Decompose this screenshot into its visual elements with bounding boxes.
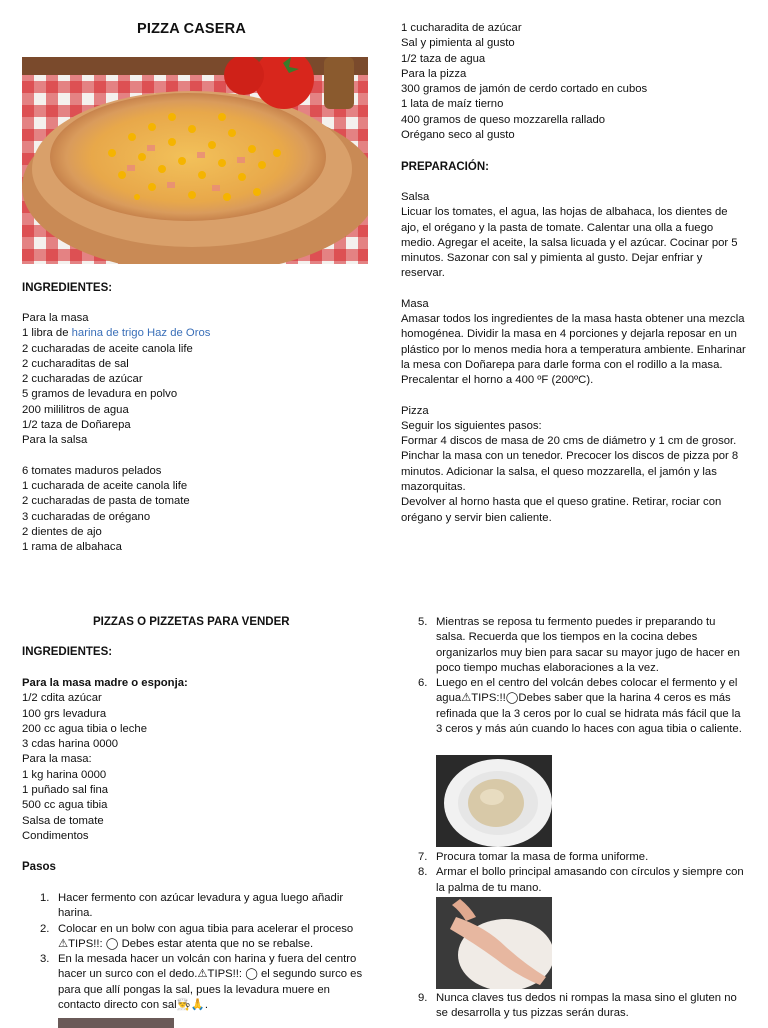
step-number: 1. bbox=[40, 892, 50, 904]
ingredient-item: 1 libra de harina de trigo Haz de Oros bbox=[22, 327, 211, 340]
ingredient-item: 1 lata de maíz tierno bbox=[401, 98, 504, 111]
step-text: Hacer fermento con azúcar levadura y agua luego añadir harina. bbox=[58, 892, 344, 920]
ingredient-item: 1/2 taza de Doñarepa bbox=[22, 419, 131, 432]
ingredient-item: 2 dientes de ajo bbox=[22, 525, 102, 538]
ingredients-heading: INGREDIENTES: bbox=[22, 282, 113, 294]
ingredient-item: Condimentos bbox=[22, 829, 89, 842]
pizza-label: Pizza bbox=[401, 404, 429, 417]
ingredient-item: Sal y pimienta al gusto bbox=[401, 37, 515, 50]
step-item bbox=[400, 615, 748, 676]
pizza-subheading: Para la pizza bbox=[401, 67, 467, 80]
salsa-label: Salsa bbox=[401, 191, 430, 203]
step-text: Luego en el centro del volcán debes colocar el fermento y el agua⚠TIPS:!!◯Debes saber que la harina 4 ceros es más refinada que la 3 ceros por lo cual se hidrata más fácil que la 3 ceros y más aún cuando lo haces con agua tibia o caliente. bbox=[436, 677, 742, 736]
ingredient-item: 500 cc agua tibia bbox=[22, 799, 108, 812]
harina-link[interactable]: harina de trigo Haz de Oros bbox=[71, 327, 211, 340]
step-text: Procura tomar la masa de forma uniforme. bbox=[436, 851, 649, 863]
step-item bbox=[400, 865, 748, 896]
step-number: 5. bbox=[418, 616, 428, 628]
step-text: En la mesada hacer un volcán con harina y fuera del centro hacer un surco con el dedo.⚠TIPS!!: ◯ el segundo surco es para que allí pongas la sal, pues la levadura muere en contacto directo con sal👨‍🍳🙏. bbox=[58, 953, 363, 1012]
pizza-instructions-intro: Seguir los siguientes pasos: bbox=[401, 419, 542, 432]
ingredient-item: 3 cucharadas de orégano bbox=[22, 510, 151, 523]
recipe2-title: PIZZAS O PIZZETAS PARA VENDER bbox=[93, 616, 290, 628]
step-photo-cropped bbox=[58, 1018, 174, 1028]
step-number: 2. bbox=[40, 922, 50, 935]
ingredient-item: 200 cc agua tibia o leche bbox=[22, 722, 147, 735]
pizza-instructions-final: Devolver al horno hasta que el queso gratine. Retirar, rociar con orégano y servir bien caliente. bbox=[401, 496, 722, 524]
ingredient-item: 400 gramos de queso mozzarella rallado bbox=[401, 113, 606, 126]
ingredient-item: 1 puñado sal fina bbox=[22, 784, 109, 797]
ingredient-item: 300 gramos de jamón de cerdo cortado en cubos bbox=[401, 83, 648, 96]
ingredient-item: Orégano seco al gusto bbox=[401, 129, 515, 142]
ingredient-item: 1 kg harina 0000 bbox=[22, 768, 107, 781]
recipe2-ingredients-list bbox=[22, 676, 382, 844]
pizza-instructions: Formar 4 discos de masa de 20 cms de diámetro y 1 cm de grosor. Pinchar la masa con un tenedor. Precocer los discos de pizza por 8 minutos. Adicionar la salsa, el queso mozzarella, el jamón y las mazorquitas. bbox=[401, 435, 739, 494]
step-item bbox=[400, 991, 748, 1022]
ingredient-item: 2 cucharadas de azúcar bbox=[22, 373, 143, 386]
salsa-instructions: Licuar los tomates, el agua, las hojas de albahaca, los dientes de ajo, el orégano y la pasta de tomate. Calentar una olla a fuego medio. Agregar el aceite, la salsa licuada y el azúcar. Cocinar por 5 minutos. Sazonar con sal y pimienta al gusto. Dejar enfriar y reservar. bbox=[401, 206, 738, 280]
ingredient-item: 2 cucharadas de pasta de tomate bbox=[22, 495, 190, 508]
step-number: 9. bbox=[418, 992, 428, 1004]
ingredient-item: 2 cucharadas de aceite canola life bbox=[22, 342, 193, 355]
pizza-photo bbox=[22, 57, 368, 264]
pasos-heading: Pasos bbox=[22, 861, 56, 873]
ingredient-item: 2 cucharaditas de sal bbox=[22, 357, 129, 370]
ingredient-item: 6 tomates maduros pelados bbox=[22, 464, 162, 477]
step-number: 3. bbox=[40, 953, 50, 966]
step-item bbox=[22, 952, 370, 1013]
salsa-subheading: Para la salsa bbox=[22, 434, 88, 447]
steps-list-right-b bbox=[400, 850, 748, 896]
steps-list-left bbox=[22, 891, 370, 1013]
ingredient-item: 200 mililitros de agua bbox=[22, 403, 129, 416]
masa-madre-heading: Para la masa madre o esponja: bbox=[22, 677, 188, 689]
step-number: 6. bbox=[418, 677, 428, 690]
kneading-photo bbox=[436, 897, 552, 989]
step-item bbox=[22, 922, 370, 953]
steps-list-right-a bbox=[400, 615, 748, 737]
ingredient-item: 5 gramos de levadura en polvo bbox=[22, 388, 178, 401]
ingredient-item: 1 cucharada de aceite canola life bbox=[22, 479, 188, 492]
ingredient-item: Salsa de tomate bbox=[22, 814, 104, 827]
ingredients-list bbox=[22, 311, 382, 555]
masa-subheading: Para la masa: bbox=[22, 753, 92, 766]
steps-list-right-c bbox=[400, 991, 748, 1022]
step-text: Armar el bollo principal amasando con círculos y siempre con la palma de tu mano. bbox=[436, 866, 744, 894]
masa-label: Masa bbox=[401, 297, 429, 310]
step-text: Mientras se reposa tu fermento puedes ir preparando tu salsa. Recuerda que los tiempos en la cocina debes organizarlos muy bien para sacar su mayor jugo de hacer en poco tiempo muchas elaboraciones a la vez. bbox=[436, 616, 740, 674]
preparation-text bbox=[401, 190, 746, 526]
preparation-heading: PREPARACIÓN: bbox=[401, 161, 489, 173]
dough-bowl-photo bbox=[436, 755, 552, 847]
ingredient-item: 100 grs levadura bbox=[22, 707, 107, 720]
ingredients-list-continued bbox=[401, 21, 746, 143]
step-number: 7. bbox=[418, 851, 428, 863]
ingredient-item: 1/2 taza de agua bbox=[401, 52, 486, 65]
ingredient-item: 3 cdas harina 0000 bbox=[22, 738, 119, 751]
masa-subheading: Para la masa bbox=[22, 312, 89, 324]
ingredient-item: 1 rama de albahaca bbox=[22, 541, 122, 554]
masa-instructions: Amasar todos los ingredientes de la masa hasta obtener una mezcla homogénea. Dividir la masa en 4 porciones y dejarla reposar en un plástico por lo menos media hora a temperatura ambiente. Enharinar la mesa con Doñarepa para darle forma con el rodillo a la masa. Precalentar el horno a 400 ºF (200ºC). bbox=[401, 313, 746, 387]
step-item bbox=[400, 850, 748, 865]
ingredient-item: 1 cucharadita de azúcar bbox=[401, 22, 522, 34]
step-text: Colocar en un bolw con agua tibia para acelerar el proceso ⚠TIPS!!: ◯ Debes estar atenta que no se rebalse. bbox=[58, 922, 354, 950]
recipe-title: PIZZA CASERA bbox=[137, 21, 247, 37]
ingredient-item: 1/2 cdita azúcar bbox=[22, 692, 102, 705]
recipe2-ingredients-heading: INGREDIENTES: bbox=[22, 646, 113, 658]
step-text: Nunca claves tus dedos ni rompas la masa sino el gluten no se desarrolla y tus pizzas serán duras. bbox=[436, 992, 737, 1020]
step-item bbox=[22, 891, 370, 922]
step-item bbox=[400, 676, 748, 737]
step-number: 8. bbox=[418, 866, 428, 879]
